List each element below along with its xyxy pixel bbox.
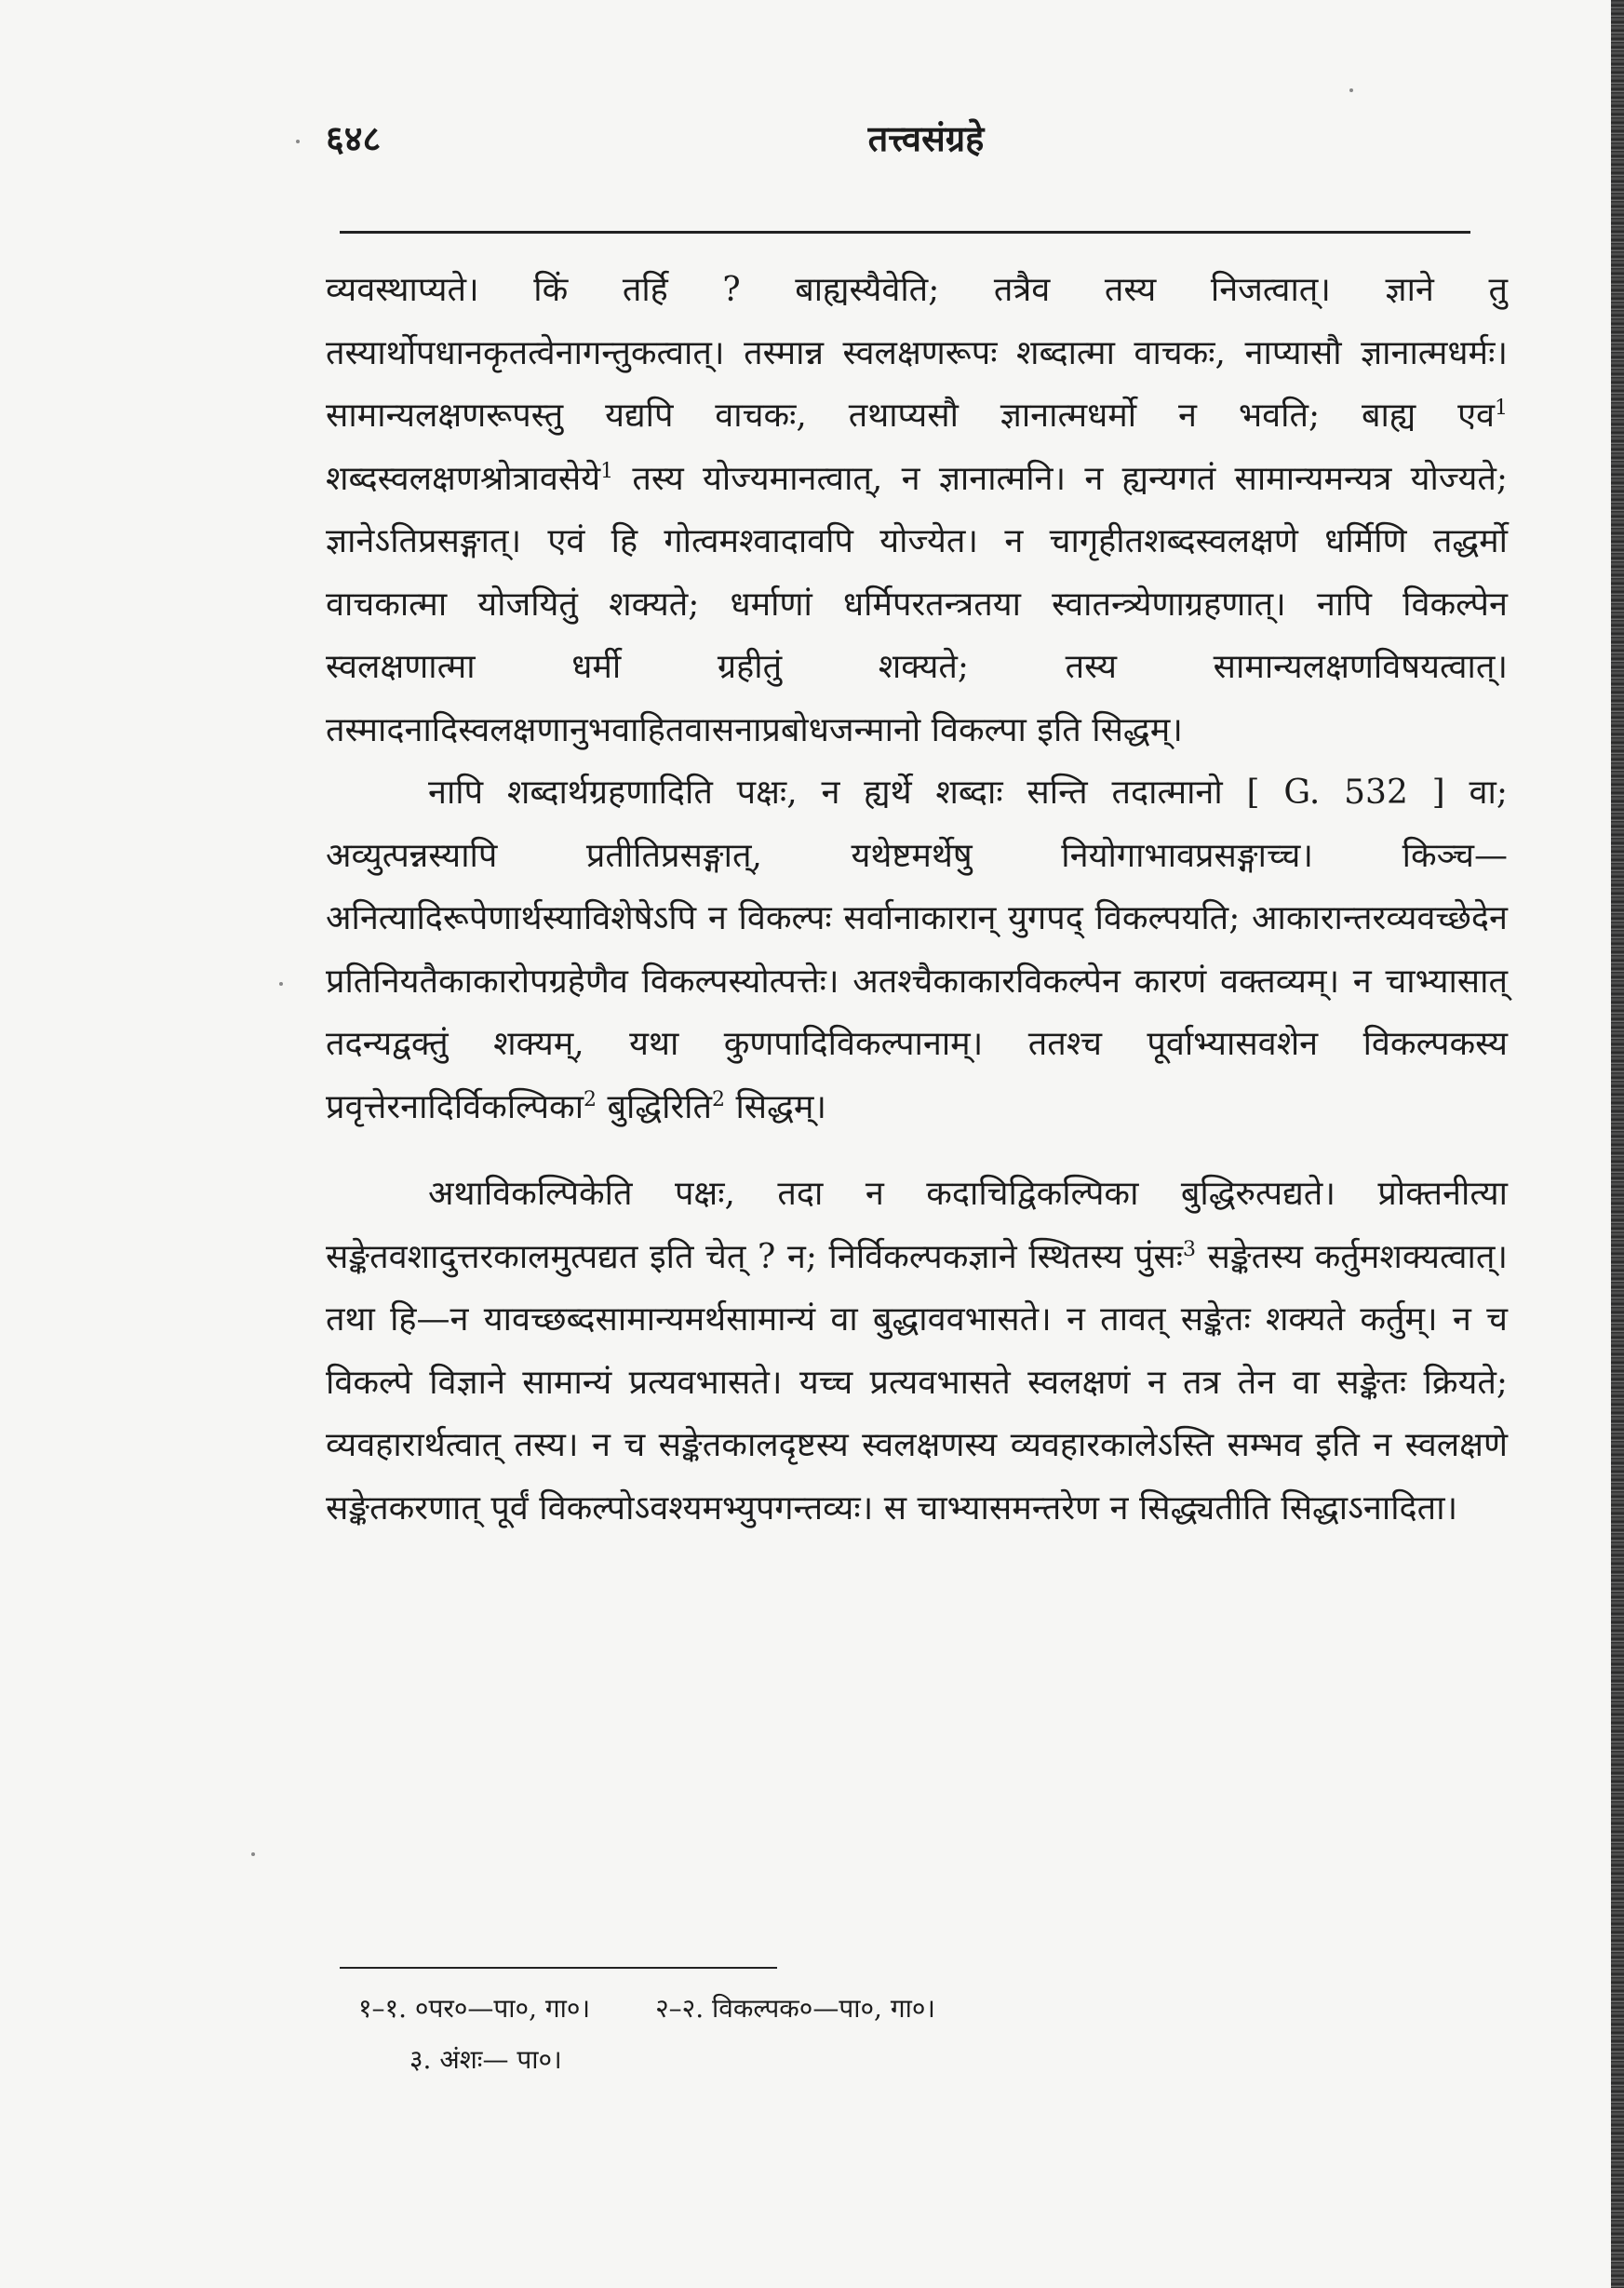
footnote-row bbox=[358, 1983, 1475, 2034]
footnote-2: २–२. विकल्पक०—पा०, गा०। bbox=[655, 1993, 936, 2024]
header-rule bbox=[340, 231, 1470, 234]
paragraph-3 bbox=[326, 1163, 1508, 1540]
paragraph-3-part-b: सङ्केतस्य कर्तुमशक्यत्वात्। तथा हि—न यावच्छब्दसामान्यमर्थसामान्यं वा बुद्धाववभासते। न तावत् सङ्केतः शक्यते कर्तुम्। न च विकल्पे विज्ञाने सामान्यं प्रत्यवभासते। यच्च प्रत्यवभासते स्वलक्षणं न तत्र तेन वा सङ्केतः क्रियते; व्यवहारार्थत्वात् तस्य। न च सङ्केतकालदृष्टस्य स्वलक्षणस्य व्यवहारकालेऽस्ति सम्भव इति न स्वलक्षणे सङ्केतकरणात् पूर्वं विकल्पोऽवश्यमभ्युपगन्तव्यः। स चाभ्यासमन्तरेण न सिद्ध्यतीति सिद्धाऽनादिता। bbox=[326, 1237, 1508, 1528]
footnote-mark: 2 bbox=[712, 1087, 726, 1111]
footnote-3: ३. अंशः— पा०। bbox=[409, 2044, 562, 2075]
page-header bbox=[326, 114, 1526, 179]
paragraph-2-part-b: बुद्धिरिति bbox=[597, 1087, 713, 1126]
footnote-1: १–१. ०पर०—पा०, गा०। bbox=[358, 1993, 591, 2024]
paper-speck bbox=[251, 1852, 255, 1856]
paragraph-2-part-c: सिद्धम्। bbox=[725, 1087, 827, 1126]
paragraph-1-part-b: शब्दस्वलक्षणश्रोत्रावसेये bbox=[326, 459, 601, 498]
paragraph-1-part-a: व्यवस्थाप्यते। किं तर्हि ? बाह्यस्यैवेति; तत्रैव तस्य निजत्वात्। ज्ञाने तु तस्यार्थोपधानकृतत्वेनागन्तुकत्वात्। तस्मान्न स्वलक्षणरूपः शब्दात्मा वाचकः, नाप्यासौ ज्ञानात्मधर्मः। सामान्यलक्षणरूपस्तु यद्यपि वाचकः, तथाप्यसौ ज्ञानात्मधर्मो न भवति; बाह्य एव bbox=[326, 271, 1508, 435]
paragraph-1-part-c: तस्य योज्यमानत्वात्, न ज्ञानात्मनि। न ह्यन्यगतं सामान्यमन्यत्र योज्यते; ज्ञानेऽतिप्रसङ्गात्। एवं हि गोत्वमश्वादावपि योज्येत। न चागृहीतशब्दस्वलक्षणे धर्मिणि तद्धर्मो वाचकात्मा योजयितुं शक्यते; धर्माणां धर्मिपरतन्त्रतया स्वातन्त्र्येणाग्रहणात्। नापि विकल्पेन स्वलक्षणात्मा धर्मी ग्रहीतुं शक्यते; तस्य सामान्यलक्षणविषयत्वात्। तस्मादनादिस्वलक्षणानुभवाहितवासनाप्रबोधजन्मानो विकल्पा इति सिद्धम्। bbox=[326, 459, 1508, 749]
paragraph-2 bbox=[326, 761, 1508, 1138]
paragraph-2-part-a: नापि शब्दार्थग्रहणादिति पक्षः, न ह्यर्थे शब्दाः सन्ति तदात्मानो [ G. 532 ] वा; अव्युत्पन्नस्यापि प्रतीतिप्रसङ्गात्, यथेष्टमर्थेषु नियोगाभावप्रसङ्गाच्च। किञ्च—अनित्यादिरूपेणार्थस्याविशेषेऽपि न विकल्पः सर्वानाकारान् युगपद् विकल्पयति; आकारान्तरव्यवच्छेदेन प्रतिनियतैकाकारोपग्रहेणैव विकल्पस्योत्पत्तेः। अतश्चैकाकारविकल्पेन कारणं वक्तव्यम्। न चाभ्यासात् तदन्यद्वक्तुं शक्यम्, यथा कुणपादिविकल्पानाम्। ततश्च पूर्वाभ्यासवशेन विकल्पकस्य प्रवृत्तेरनादिर्विकल्पिका bbox=[326, 774, 1508, 1126]
paragraph-3-part-a: अथाविकल्पिकेति पक्षः, तदा न कदाचिद्विकल्पिका बुद्धिरुत्पद्यते। प्रोक्तनीत्या सङ्केतवशादुत्तरकालमुत्पद्यत इति चेत् ? न; निर्विकल्पकज्ञाने स्थितस्य पुंसः bbox=[326, 1175, 1508, 1276]
footnote-mark: 2 bbox=[584, 1087, 597, 1111]
footnotes bbox=[358, 1983, 1475, 2085]
paragraph-1 bbox=[326, 259, 1508, 761]
page-number: ६४८ bbox=[326, 117, 382, 159]
footnote-mark: 1 bbox=[600, 459, 614, 483]
footnote-row bbox=[358, 2034, 1475, 2085]
footnote-rule bbox=[340, 1967, 777, 1969]
paper-speck bbox=[279, 982, 283, 986]
footnote-mark: 1 bbox=[1495, 397, 1508, 420]
paper-speck bbox=[296, 140, 300, 143]
running-title: तत्त्वसंग्रहे bbox=[867, 117, 985, 159]
footnote-mark: 3 bbox=[1182, 1237, 1196, 1261]
main-text bbox=[326, 259, 1508, 1540]
page-binding-edge bbox=[1611, 0, 1624, 2288]
paper-speck bbox=[1349, 88, 1353, 92]
